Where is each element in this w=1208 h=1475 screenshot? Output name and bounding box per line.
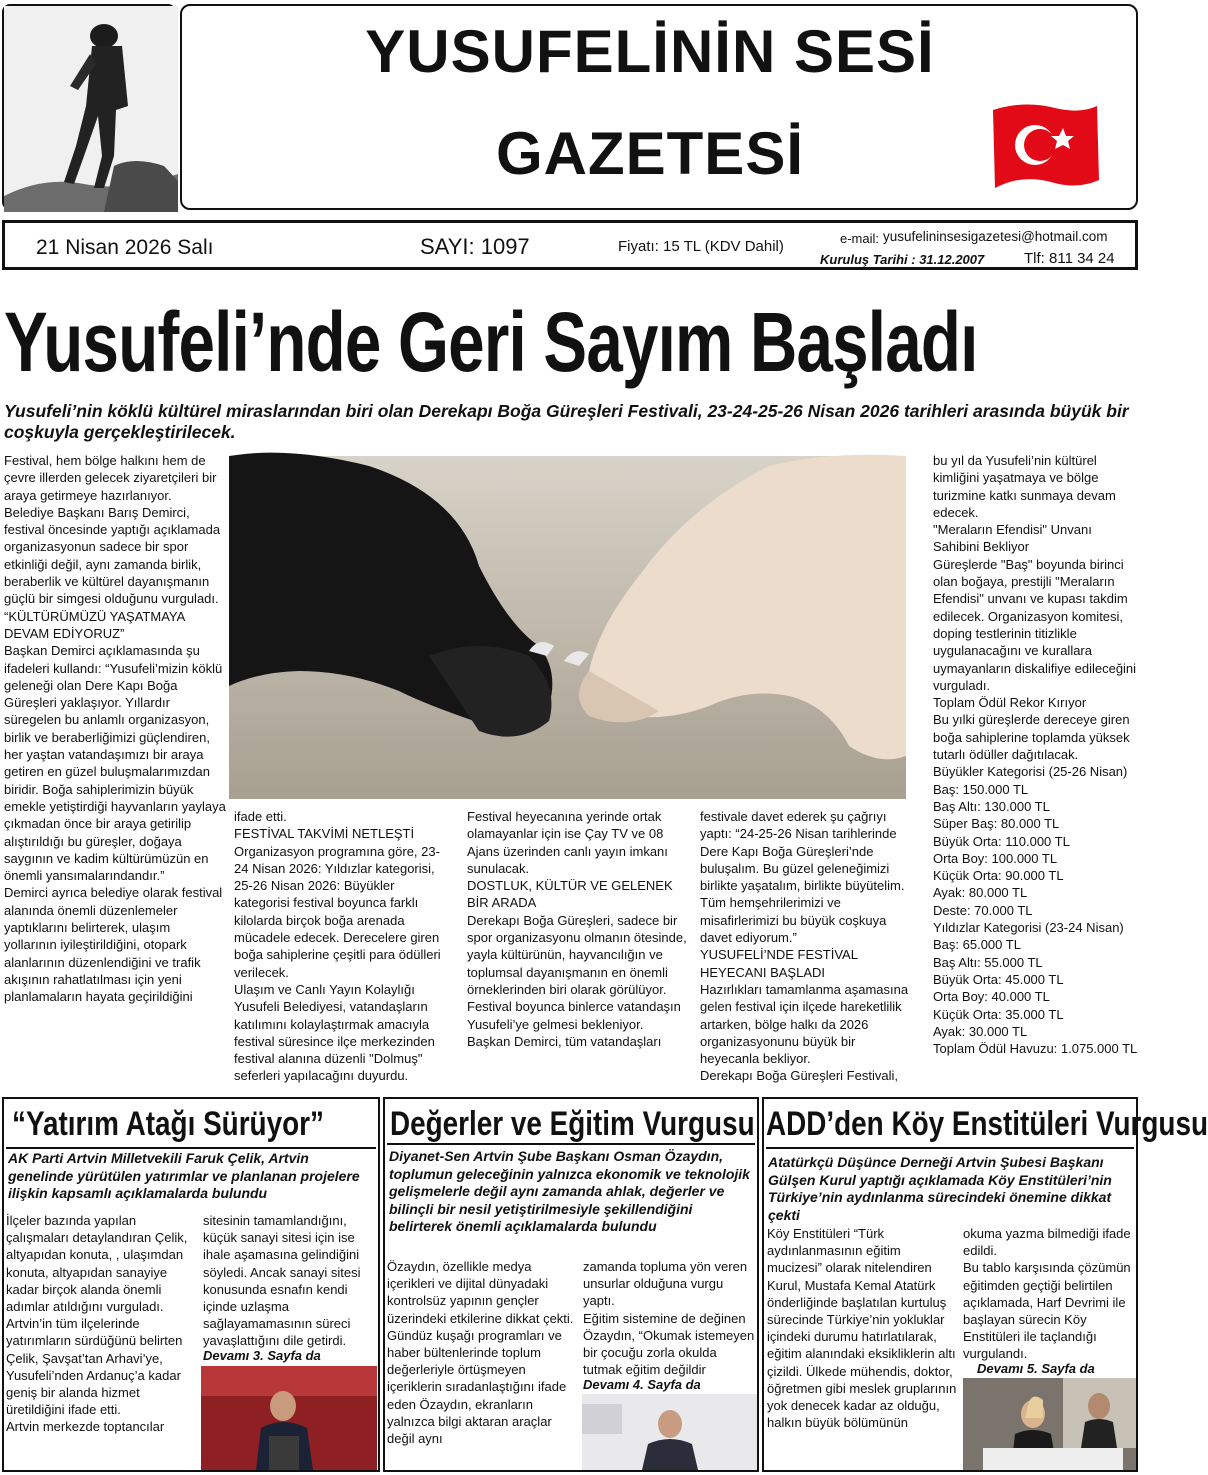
article-column-2	[234, 808, 452, 1084]
article-text: bu yıl da Yusufeli’nin kültürel kimliğini yaşatmaya ve bölge turizmine katkı sunmaya devam edecek. "Meraların Efendisi" Unvanı Sahibini Bekliyor Güreşlerde "Baş" boyunda birinci olan boğaya, prestijli "Meraların Efendisi" unvanı ve kupası takdim edilecek. Organizasyon komitesi, doping testlerinin titizlikle uygulanacağını ve kurallara uymayanların diskalifiye edileceğini vurguladı. Toplam Ödül Rekor Kırıyor Bu yılki güreşlerde dereceye giren boğa sahiplerine toplamda yüksek tutarlı ödüller dağıtılacak. Büyükler Kategorisi (25-26 Nisan) Baş: 150.000 TL Baş Altı: 130.000 TL Süper Baş: 80.000 TL Büyük Orta: 110.000 TL Orta Boy: 100.000 TL Küçük Orta: 90.000 TL Ayak: 80.000 TL Deste: 70.000 TL Yıldızlar Kategorisi (23-24 Nisan) Baş: 65.000 TL Baş Altı: 55.000 TL Büyük Orta: 45.000 TL Orta Boy: 40.000 TL Küçük Orta: 35.000 TL Ayak: 30.000 TL Toplam Ödül Havuzu: 1.075.000 TL	[933, 453, 1138, 1057]
box-title: ADD’den Köy Enstitüleri Vurgusu	[766, 1105, 1208, 1143]
masthead-portrait	[2, 4, 176, 210]
continued-link[interactable]: Devamı 5. Sayfa da	[977, 1361, 1095, 1376]
article-column-1	[4, 452, 226, 1084]
email-address: yusufelininsesigazetesi@hotmail.com	[883, 229, 1108, 244]
main-headline: Yusufeli’nde Geri Sayım Başladı	[4, 295, 978, 389]
ataturk-silhouette-photo	[4, 6, 178, 212]
issue-date: 21 Nisan 2026 Salı	[36, 236, 214, 259]
box-text: okuma yazma bilmediği ifade edildi. Bu tablo karşısında çözümün eğitimden geçtiği belirtilen açıklamada, Harf Devrimi ile başlayan sürecin Köy Enstitüleri ile taçlandığı vurgulandı.	[963, 1226, 1131, 1362]
phone-number: Tlf: 811 34 24	[1024, 250, 1115, 267]
box-text: sitesinin tamamlandığını, küçük sanayi sitesi için ise ihale aşamasına gelindiğini söyledi. Ancak sanayi sitesi konusunda esnafın kendi içinde uzlaşma sağlayamamasının süreci yavaşlattığını dile getirdi.	[203, 1213, 361, 1349]
article-text: Festival, hem bölge halkını hem de çevre illerden gelecek ziyaretçileri bir araya getirmeye hazırlanıyor. Belediye Başkanı Barış Demirci, festival öncesinde yaptığı açıklamada organizasyonun sadece bir spor etkinliği değil, aynı zamanda birlik, beraberlik ve kültürel dayanışmanın güçlü bir simgesi olduğunu vurguladı. “KÜLTÜRÜMÜZÜ YAŞATMAYA DEVAM EDİYORUZ” Başkan Demirci açıklamasında şu ifadeleri kullandı: “Yusufeli’mizin köklü geleneği olan Dere Kapı Boğa Güreşleri yaklaşıyor. Yıllardır süregelen bu anlamlı organizasyon, birlik ve beraberliğimizi güçlendiren, her yaştan vatandaşımızı bir araya getiren en güzel buluşmalarımızdan biridir. Boğa sahiplerimizin büyük emekle yetiştirdiği hayvanların yaylaya çıkmadan önce bir araya getirilip alıştırıldığı bu güreşler, doğaya saygının ve kadim kültürümüzün en önemli yansımalarındandır.” Demirci ayrıca belediye olarak festival alanında önemli düzenlemeler yaptıklarını belirterek, ulaşım yollarının iyileştirildiğini, otopark alanlarının düzenlendiğini ve trafik akışının rahatlatılması için yeni planlamaların hayata geçirildiğini	[4, 453, 226, 1005]
title-divider	[387, 1143, 755, 1145]
speaker-photo	[582, 1394, 757, 1470]
politician-photo	[201, 1366, 377, 1470]
article-text: ifade etti. FESTİVAL TAKVİMİ NETLEŞTİ Organizasyon programına göre, 23-24 Nisan 2026: Yıldızlar kategorisi, 25-26 Nisan 2026: Büyükler kategorisi festival boyunca farklı kilolarda birçok boğa arenada mücadele edecek. Derecelere giren boğa sahiplerine çeşitli para ödülleri verilecek. Ulaşım ve Canlı Yayın Kolaylığı Yusufeli Belediyesi, vatandaşların katılımını kolaylaştırmak amacıyla festival süresince ilçe merkezinden festival alanına düzenli "Dolmuş" seferleri yapılacağını duyurdu.	[234, 809, 441, 1084]
title-divider	[6, 1147, 376, 1149]
newspaper-title-line1: YUSUFELİNİN SESİ	[365, 18, 935, 85]
box-text: Köy Enstitüleri “Türk aydınlanmasının eğitim mucizesi” olarak nitelendiren Kurul, Mustafa Kemal Atatürk önderliğinde başlatılan kurtuluş sürecinde Türkiye’nin yokluklar içindeki durumu hatırlatılarak, eğitim alanındaki eksikliklerin altı çizildi. Ülkede mühendis, doktor, öğretmen gibi meslek gruplarının yok denecek kadar az olduğu, halkın büyük bölümünün	[767, 1226, 957, 1431]
box-title: “Yatırım Atağı Sürüyor”	[12, 1105, 324, 1143]
box-text: Özaydın, özellikle medya içerikleri ve dijital dünyadaki kontrolsüz yapının gençler üzerindeki etkilerine dikkat çekti. Gündüz kuşağı programları ve haber bültenlerinde toplum değerleriyle örtüşmeyen içeriklerin sıradanlaştığını ifade eden Özaydın, ekranların yalnızca bilgi aktaran araçlar değil aynı	[387, 1259, 574, 1447]
email-label: e-mail:	[840, 231, 880, 246]
box-text: zamanda topluma yön veren unsurlar olduğuna vurgu yaptı. Eğitim sistemine de değinen Özaydın, “Okumak istemeyen bir çocuğu zorla okulda tutmak eğitim değildir	[583, 1259, 755, 1378]
article-column-3	[467, 808, 687, 1084]
bull-wrestling-photo	[229, 456, 906, 799]
article-text: festivale davet ederek şu çağrıyı yaptı: “24-25-26 Nisan tarihlerinde Dere Kapı Boğa Güreşleri’nde buluşalım. Bu güzel geleneğimizi birlikte yaşatalım, birlikte büyütelim. Tüm hemşehrilerimizi ve misafirlerimizi bu büyük coşkuya davet ediyorum.” YUSUFELİ’NDE FESTİVAL HEYECANI BAŞLADI Hazırlıkları tamamlanma aşamasına gelen festival için ilçede hareketlilik artarken, bölge halkı da 2026 organizasyonunu büyük bir heyecanla bekliyor. Derekapı Boğa Güreşleri Festivali,	[700, 809, 909, 1084]
newspaper-title-line2: GAZETESİ	[495, 120, 805, 187]
issue-number: SAYI: 1097	[420, 234, 530, 259]
box-subtitle: Atatürkçü Düşünce Derneği Artvin Şubesi Başkanı Gülşen Kurul yaptığı açıklamada Köy Enstitüleri’nin Türkiye’nin aydınlanma sürecindeki önemine dikkat çekti	[768, 1154, 1112, 1223]
title-divider	[766, 1147, 1134, 1149]
press-conference-photo	[963, 1378, 1136, 1470]
continued-link[interactable]: Devamı 4. Sayfa da	[583, 1377, 701, 1392]
article-column-4	[700, 808, 916, 1084]
article-column-5	[933, 452, 1140, 1072]
founded-date: Kuruluş Tarihi : 31.12.2007	[820, 252, 985, 267]
box-title: Değerler ve Eğitim Vurgusu	[390, 1105, 755, 1143]
box-text: İlçeler bazında yapılan çalışmaları detaylandıran Çelik, altyapıdan konuta, , ulaşımdan konuta, altyapıdan sanayiye kadar birçok alanda önemli adımlar atıldığını vurguladı. Artvin’in tüm ilçelerinde yatırımların sürdüğünü belirten Çelik, Şavşat’tan Arhavi’ye, Yusufeli’nden Ardanuç’a kadar geniş bir alanda hizmet üretildiğini ifade etti. Artvin merkezde toptancılar	[6, 1213, 188, 1435]
article-text: Festival heyecanına yerinde ortak olamayanlar için ise Çay TV ve 08 Ajans üzerinden canlı yayın imkanı sunulacak. DOSTLUK, KÜLTÜR VE GELENEK BİR ARADA Derekapı Boğa Güreşleri, sadece bir spor organizasyonu olmanın ötesinde, yayla kültürünün, hayvancılığın ve toplumsal dayanışmanın en önemli örneklerinden biri olarak görülüyor. Festival boyunca binlerce vatandaşın Yusufeli’ye gelmesi bekleniyor. Başkan Demirci, tüm vatandaşları	[467, 809, 687, 1049]
issue-price: Fiyatı: 15 TL (KDV Dahil)	[618, 238, 784, 255]
box-subtitle: Diyanet-Sen Artvin Şube Başkanı Osman Özaydın, toplumun geleceğinin yalnızca ekonomik ve teknolojik gelişmelerle değil aynı zamanda ahlak, değerler ve bilinçli bir nesil yetiştirilmesiyle şekillendiğini belirterek önemli açıklamalarda bulundu	[389, 1148, 750, 1234]
box-subtitle: AK Parti Artvin Milletvekili Faruk Çelik, Artvin genelinde yürütülen yatırımlar ve planlanan projelere ilişkin kapsamlı açıklamalarda bulundu	[8, 1150, 360, 1201]
main-subheadline: Yusufeli’nin köklü kültürel miraslarından biri olan Derekapı Boğa Güreşleri Festivali, 23-24-25-26 Nisan 2026 tarihleri arasında büyük bir coşkuyla gerçekleştirilecek.	[4, 401, 1129, 442]
turkish-flag-icon	[985, 98, 1103, 198]
continued-link[interactable]: Devamı 3. Sayfa da	[203, 1348, 321, 1363]
